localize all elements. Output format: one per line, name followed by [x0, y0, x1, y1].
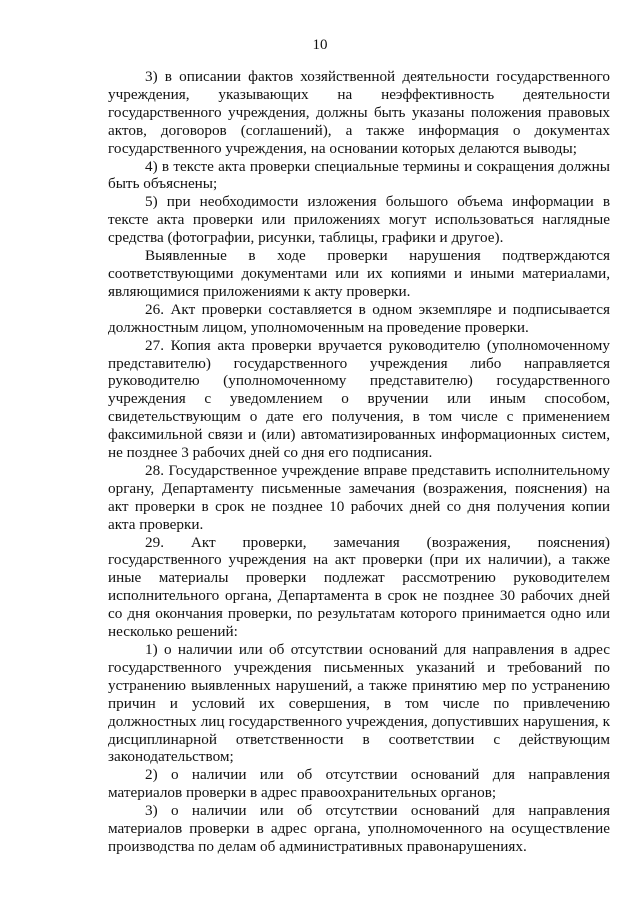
paragraph-item-3-legal-acts: 3) в описании фактов хозяйственной деятельности государственного учреждения, указывающих на неэффективность деятельности государственного учреждения, должны быть указаны положения правовых актов, договоров (соглашений), а также информация о документах государственного учреждения, на основании которых делаются выводы; — [108, 68, 610, 157]
paragraph-clause-27: 27. Копия акта проверки вручается руководителю (уполномоченному представителю) государственного учреждения либо направляется руководителю (уполномоченному представителю) государственного учреждения с уведомлением о вручении или иным способом, свидетельствующим о дате его получения, в том числе с применением факсимильной связи и (или) автоматизированных информационных систем, не позднее 3 рабочих дней со дня его подписания. — [108, 336, 610, 462]
document-body — [108, 68, 610, 856]
paragraph-item-5-visual-aids: 5) при необходимости изложения большого объема информации в тексте акта проверки или приложениях могут использоваться наглядные средства (фотографии, рисунки, таблицы, графики и другое). — [108, 193, 610, 247]
paragraph-item-4-terms: 4) в тексте акта проверки специальные термины и сокращения должны быть объяснены; — [108, 157, 610, 193]
page-number: 10 — [312, 37, 328, 53]
paragraph-decision-3: 3) о наличии или об отсутствии оснований для направления материалов проверки в адрес органа, уполномоченного на осуществление производства по делам об административных правонарушениях. — [108, 802, 610, 855]
paragraph-clause-28: 28. Государственное учреждение вправе представить исполнительному органу, Департаменту письменные замечания (возражения, пояснения) на акт проверки в срок не позднее 10 рабочих дней со дня получения копии акта проверки. — [108, 461, 610, 533]
paragraph-clause-29: 29. Акт проверки, замечания (возражения, пояснения) государственного учреждения на акт проверки (при их наличии), а также иные материалы проверки подлежат рассмотрению руководителем исполнительного органа, Департамента в срок не позднее 30 рабочих дней со дня окончания проверки, по результатам которого принимается одно или несколько решений: — [108, 533, 610, 641]
paragraph-clause-26: 26. Акт проверки составляется в одном экземпляре и подписывается должностным лицом, уполномоченным на проведение проверки. — [108, 300, 610, 336]
paragraph-decision-1: 1) о наличии или об отсутствии оснований для направления в адрес государственного учреждения письменных указаний и требований по устранению выявленных нарушений, а также принятию мер по устранению причин и условий их совершения, в том числе по привлечению должностных лиц государственного учреждения, допустивших нарушения, к дисциплинарной ответственности в соответствии с действующим законодательством; — [108, 641, 610, 766]
paragraph-decision-2: 2) о наличии или об отсутствии оснований для направления материалов проверки в адрес правоохранительных органов; — [108, 766, 610, 802]
paragraph-violations-confirmed: Выявленные в ходе проверки нарушения подтверждаются соответствующими документами или их копиями и иными материалами, являющимися приложениями к акту проверки. — [108, 247, 610, 300]
